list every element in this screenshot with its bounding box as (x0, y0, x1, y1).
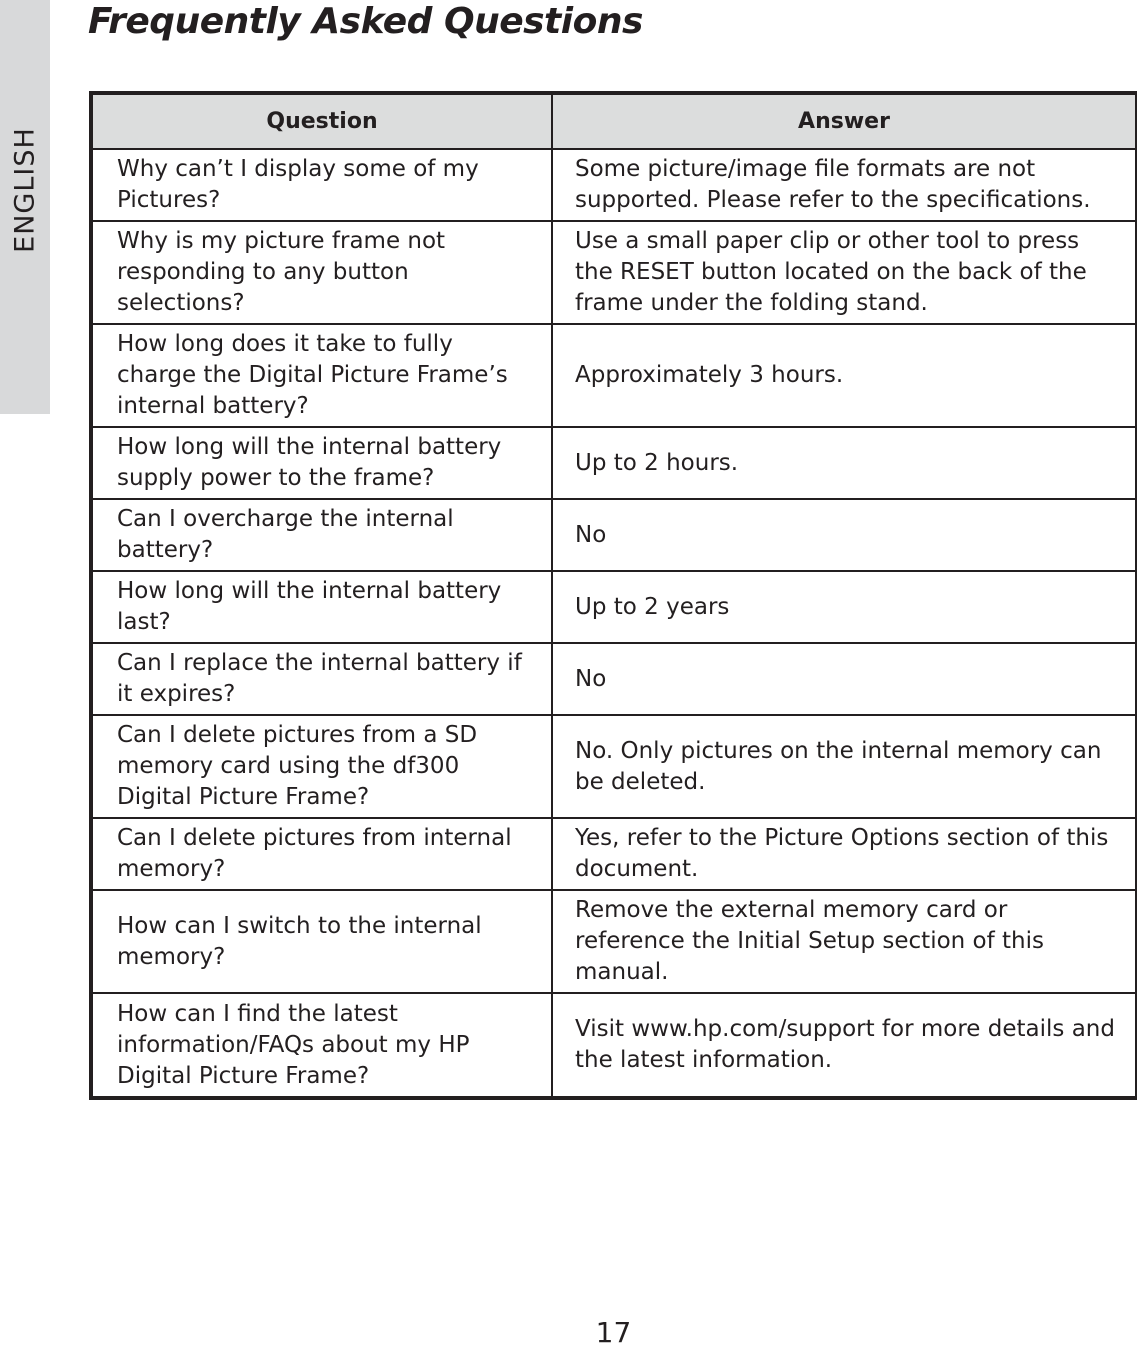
question-cell: Why can’t I display some of my Pictures? (91, 149, 552, 221)
question-cell: How long will the internal battery supply power to the frame? (91, 427, 552, 499)
table-row (91, 427, 1137, 499)
question-cell: How can I find the latest information/FAQs about my HP Digital Picture Frame? (91, 993, 552, 1098)
table-row (91, 715, 1137, 818)
question-cell: Can I overcharge the internal battery? (91, 499, 552, 571)
answer-cell: No. Only pictures on the internal memory can be deleted. (552, 715, 1137, 818)
question-cell: Why is my picture frame not responding to any button selections? (91, 221, 552, 324)
question-cell: How long does it take to fully charge the Digital Picture Frame’s internal battery? (91, 324, 552, 427)
table-row (91, 149, 1137, 221)
page-title: Frequently Asked Questions (88, 1, 643, 42)
answer-cell: Visit www.hp.com/support for more details and the latest information. (552, 993, 1137, 1098)
question-cell: Can I replace the internal battery if it expires? (91, 643, 552, 715)
answer-cell: No (552, 499, 1137, 571)
table-row (91, 643, 1137, 715)
table-row (91, 818, 1137, 890)
answer-cell: Yes, refer to the Picture Options section of this document. (552, 818, 1137, 890)
answer-cell: Up to 2 years (552, 571, 1137, 643)
answer-cell: No (552, 643, 1137, 715)
faq-table (89, 91, 1137, 1100)
table-row (91, 890, 1137, 993)
table-row (91, 993, 1137, 1098)
language-side-tab (0, 0, 50, 414)
table-row (91, 324, 1137, 427)
question-cell: Can I delete pictures from internal memory? (91, 818, 552, 890)
answer-cell: Up to 2 hours. (552, 427, 1137, 499)
answer-cell: Remove the external memory card or reference the Initial Setup section of this manual. (552, 890, 1137, 993)
question-column-header: Question (91, 93, 552, 149)
answer-column-header: Answer (552, 93, 1137, 149)
answer-cell: Use a small paper clip or other tool to press the RESET button located on the back of the frame under the folding stand. (552, 221, 1137, 324)
answer-cell: Some picture/image file formats are not supported. Please refer to the specifications. (552, 149, 1137, 221)
question-cell: Can I delete pictures from a SD memory card using the df300 Digital Picture Frame? (91, 715, 552, 818)
table-row (91, 221, 1137, 324)
page-number: 17 (595, 1316, 632, 1349)
answer-cell: Approximately 3 hours. (552, 324, 1137, 427)
question-cell: How long will the internal battery last? (91, 571, 552, 643)
table-row (91, 571, 1137, 643)
table-header-row (91, 93, 1137, 149)
table-row (91, 499, 1137, 571)
language-label: ENGLISH (9, 127, 41, 253)
question-cell: How can I switch to the internal memory? (91, 890, 552, 993)
